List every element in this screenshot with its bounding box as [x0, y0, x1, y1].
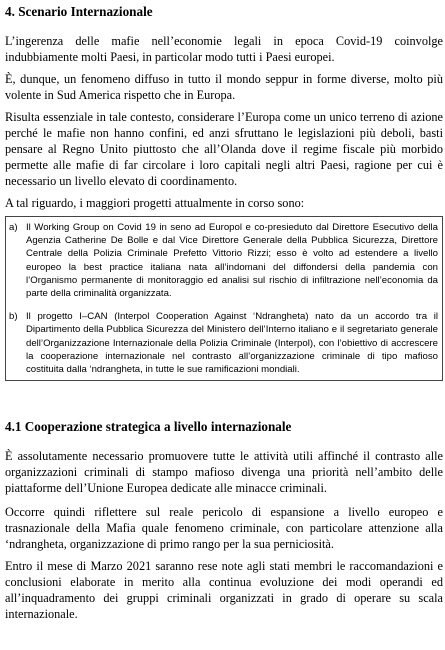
project-item-a-text: Il Working Group on Covid 19 in seno ad Europol e co-presieduto dal Direttore Esecutivo della Agenzia Catherine De Bolle e dal Vice Direttore Generale della Pubblica Sicurezza, Direttore Centrale della Polizia Criminale Prefetto Vittorio Rizzi; esso è volto ad estendere a livello europeo la best practice italiana nata all’indomani del diffondersi della pandemia con l’Organismo permanente di monitoraggio ed analisi sul rischio di infiltrazione nell’economia da parte della criminalità organizzata. — [26, 222, 438, 300]
section-4-1-title: 4.1 Cooperazione strategica a livello internazionale — [5, 419, 292, 435]
project-item-b — [8, 310, 438, 376]
section-4-paragraph-2: È, dunque, un fenomeno diffuso in tutto il mondo seppur in forme diverse, molto più volente in Sud America rispetto che in Europa. — [5, 72, 443, 102]
section-4-1-paragraph-1: È assolutamente necessario promuovere tutte le attività utili affinché il contrasto alle organizzazioni criminali di stampo mafioso divenga una priorità nell’ambito delle piattaforme dell’Unione Europea dedicate alle minacce criminali. — [5, 449, 443, 496]
section-4-paragraph-4: A tal riguardo, i maggiori progetti attualmente in corso sono: — [5, 196, 305, 210]
section-4-title: 4. Scenario Internazionale — [5, 4, 153, 19]
project-item-a — [8, 221, 438, 300]
section-4-paragraph-1: L’ingerenza delle mafie nell’economie legali in epoca Covid-19 coinvolge indubbiamente molti Paesi, in particolar modo tutti i Paesi europei. — [5, 34, 443, 64]
section-4-1-paragraph-2: Occorre quindi riflettere sul reale pericolo di espansione a livello europeo e trasnazionale della Mafia quale fenomeno criminale, con particolare attenzione alla ‘ndrangheta, organizzazione di primo rango per la sua perniciosità. — [5, 505, 443, 552]
project-item-b-text: Il progetto I–CAN (Interpol Cooperation Against ‘Ndrangheta) nato da un accordo tra il Dipartimento della Pubblica Sicurezza del Ministero dell’Interno italiano e il segretariato generale dell’Organizzazione Internazionale della Polizia Criminale (Interpol), con l’obiettivo di accrescere la cooperazione internazionale nel contrasto all’organizzazione criminale di tipo mafioso costituita dalla ‘ndrangheta, in tutte le sue ramificazioni mondiali. — [26, 311, 438, 376]
section-4-paragraph-3: Risulta essenziale in tale contesto, considerare l’Europa come un unico terreno di azione perché le mafie non hanno confini, ed anzi sfruttano le legislazioni più deboli, basti pensare al Regno Unito piuttosto che all’Olanda dove il regime fiscale più morbido permette alle mafie di far circolare i loro capitali negli altri Paesi, ragione per cui è necessario un livello elevato di coordinamento. — [5, 110, 443, 188]
section-4-1-paragraph-3: Entro il mese di Marzo 2021 saranno rese note agli stati membri le raccomandazioni e conclusioni elaborate in merito alla continua evoluzione dei modi operandi ed all’inquadramento dei gruppi criminali organizzati in grado di operare su scala internazionale. — [5, 559, 443, 622]
project-item-a-label: a) — [9, 222, 18, 233]
projects-box — [5, 216, 443, 381]
project-item-b-label: b) — [9, 311, 18, 323]
